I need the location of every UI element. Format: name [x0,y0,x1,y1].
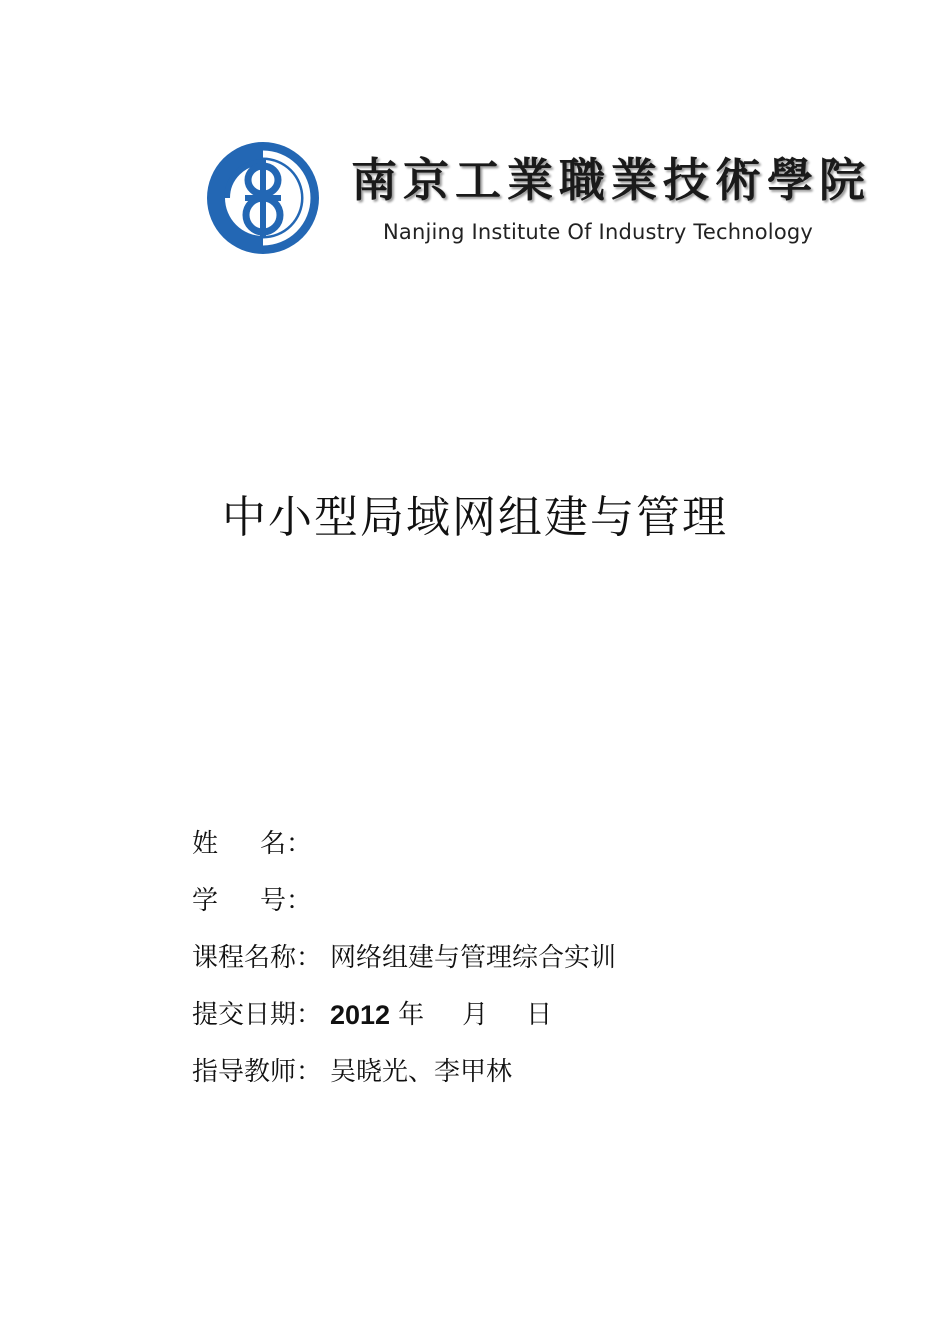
date-row [192,986,832,1043]
student-id-label: 学 号： [192,885,312,916]
name-label: 姓 名： [192,828,312,859]
school-name-english: Nanjing Institute Of Industry Technology [383,220,814,244]
date-month-unit: 月 [462,999,489,1030]
course-row [192,929,832,986]
name-row [192,815,832,872]
date-year-unit: 年 [398,999,425,1030]
advisor-label: 指导教师： [192,1056,323,1087]
student-id-row [192,872,832,929]
date-day-unit: 日 [526,999,553,1030]
advisor-row [192,1043,832,1100]
school-name-chinese: 南京工業職業技術學院 [351,153,871,207]
school-emblem-icon [205,140,321,256]
document-title: 中小型局域网组建与管理 [222,492,728,543]
cover-info [192,815,832,1100]
advisor-value: 吴晓光、李甲林 [330,1056,513,1087]
course-value: 网络组建与管理综合实训 [330,942,617,973]
date-label: 提交日期： [192,999,323,1030]
school-logo [205,140,871,256]
course-label: 课程名称： [192,942,323,973]
date-year: 2012 [330,999,391,1030]
